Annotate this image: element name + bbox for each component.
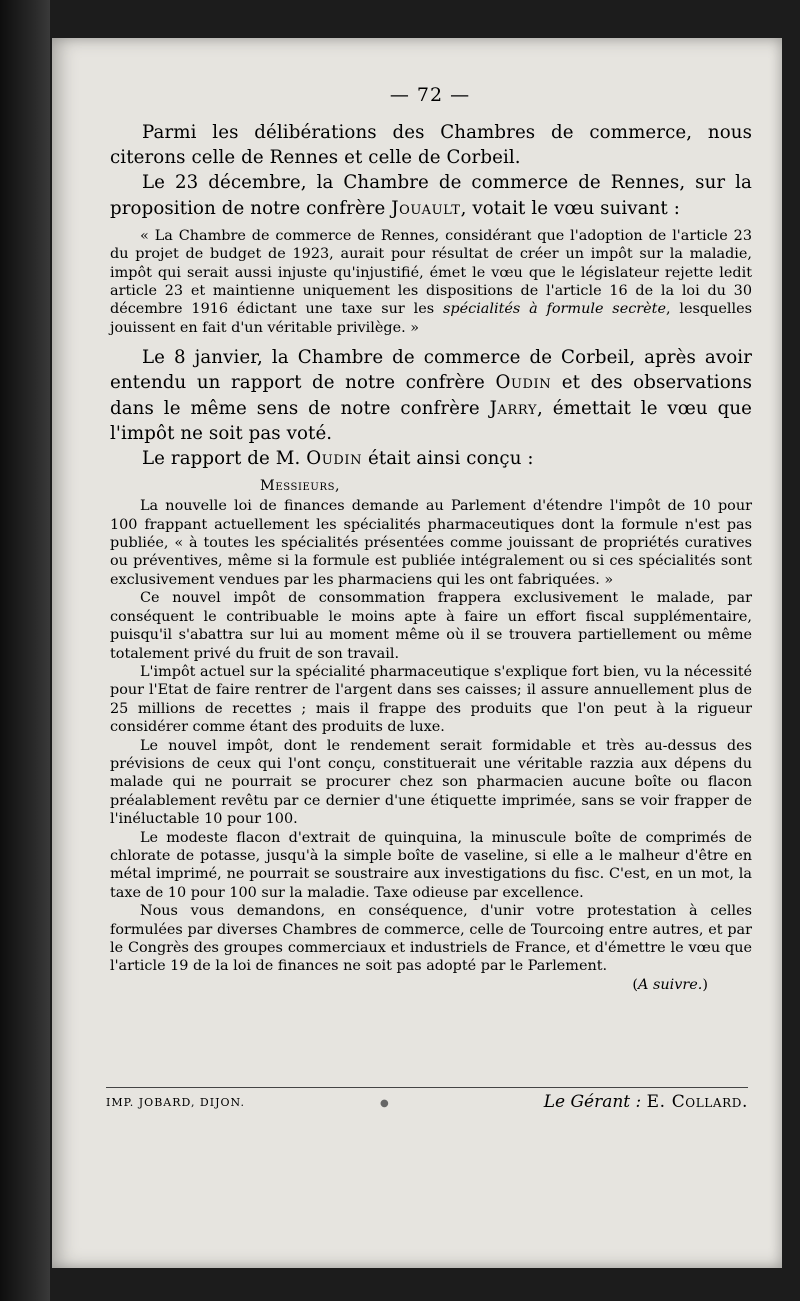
report-paragraph: La nouvelle loi de finances demande au Parlement d'étendre l'impôt de 10 pour 100 frappant actuellement les spécialités pharmaceutiques dont la formule n'est pas publiée, « à toutes les spécialités présentées comme jouissant de propriétés curatives ou préventives, même si la formule est publiée intégralement ou si ces spécialités sont exclusivement vendues par les pharmaciens qui les ont fabriquées. » [110,498,752,588]
paren: ( [632,976,639,993]
text-segment: Nous vous demandons, en conséquence, d'unir votre protestation à celles formulées par diverses Chambres de commerce, celle de Tourcoing entre autres, et par le Congrès des groupes commerciaux et industriels de France, et d'émettre le vœu que l'article 19 de la loi de finances ne soit pas adopté par le Parlement. [110,903,752,975]
paragraph-rapport [110,446,752,471]
a-suivre-text: A suivre. [638,976,703,993]
report-paragraph: Le modeste flacon d'extrait de quinquina, la minuscule boîte de comprimés de chlorate de potasse, jusqu'à la simple boîte de vaseline, si elle a le malheur d'être en métal imprimé, ne pourrait se soustraire aux investigations du fisc. C'est, en un mot, la taxe de 10 pour 100 sur la maladie. Taxe odieuse par excellence. [110,829,752,901]
manager-label: Le Gérant : [543,1092,642,1112]
paren: ) [702,976,708,993]
manager-credit [500,1092,748,1112]
paragraph-intro: Parmi les délibérations des Chambres de commerce, nous citerons celle de Rennes et celle de Corbeil. [110,122,752,169]
italic-specialites: spécialités à formule secrète [443,301,666,318]
page-body [110,120,752,994]
a-suivre [602,976,708,994]
paragraph-corbeil [110,345,752,446]
quote-rennes [110,227,752,337]
scan-edge [0,0,50,1301]
text-segment: Le 8 janvier, la Chambre de commerce de Corbeil, après avoir entendu un rapport de notre confrère [110,347,752,394]
text-segment: , émettait le vœu que l'impôt ne soit pas voté. [110,397,752,444]
report-paragraph [110,902,752,993]
text-segment: « La Chambre de commerce de Rennes, considérant que l'adoption de l'article 23 du projet de budget de 1923, aurait pour résultat de créer un impôt sur la maladie, impôt qui serait aussi injuste qu'injustifié, émet le vœu que le législateur rejette ledit article 23 et maintienne uniquement les dispositions de l'article 16 de la loi du 30 décembre 1916 édictant une taxe sur les [110,227,752,318]
text-segment: , votait le vœu suivant : [460,197,680,219]
report-paragraph: Ce nouvel impôt de consommation frappera exclusivement le malade, par conséquent le contribuable le moins apte à faire un effort fiscal supplémentaire, puisqu'il s'abattra sur lui au moment même où il se trouvera partiellement ou même totalement privé du fruit de son travail. [110,590,752,662]
footer-rule [106,1087,748,1088]
text-segment: et des observations dans le même sens de notre confrère [110,372,752,419]
name-oudin: Oudin [306,448,363,470]
paragraph-rennes [110,170,752,220]
report-paragraph: L'impôt actuel sur la spécialité pharmaceutique s'explique fort bien, vu la nécessité pour l'Etat de faire rentrer de l'argent dans ses caisses; il assure annuellement plus de 25 millions de recettes ; mais il frappe des produits que l'on peut à la rigueur considérer comme étant des produits de luxe. [110,663,752,736]
name-jarry: Jarry [489,397,538,419]
name-jouault: Jouault [391,197,461,219]
ornament-dot: ● [380,1098,389,1109]
salutation: Messieurs, [260,478,341,495]
page-number: — 72 — [389,84,471,106]
name-oudin: Oudin [495,372,552,394]
spacer [110,337,752,345]
text-segment: Le 23 décembre, la Chambre de commerce de Rennes, sur la proposition de notre confrère [110,172,752,219]
manager-name: E. Collard. [646,1092,748,1112]
report-paragraph: Le nouvel impôt, dont le rendement serait formidable et très au-dessus des prévisions de ceux qui l'ont conçu, constituerait une véritable razzia aux dépens du malade qui ne pourrait se procurer chez son pharmacien aucune boîte ou flacon préalablement revêtu par ce dernier d'une étiquette imprimée, sans se voir frapper de l'inéluctable 10 pour 100. [110,737,752,828]
text-segment: était ainsi conçu : [362,448,534,470]
text-segment: Le rapport de M. [142,448,307,470]
text-segment: , lesquelles jouissent en fait d'un véritable privilège. » [110,301,752,336]
printer-credit: IMP. JOBARD, DIJON. [106,1096,245,1109]
